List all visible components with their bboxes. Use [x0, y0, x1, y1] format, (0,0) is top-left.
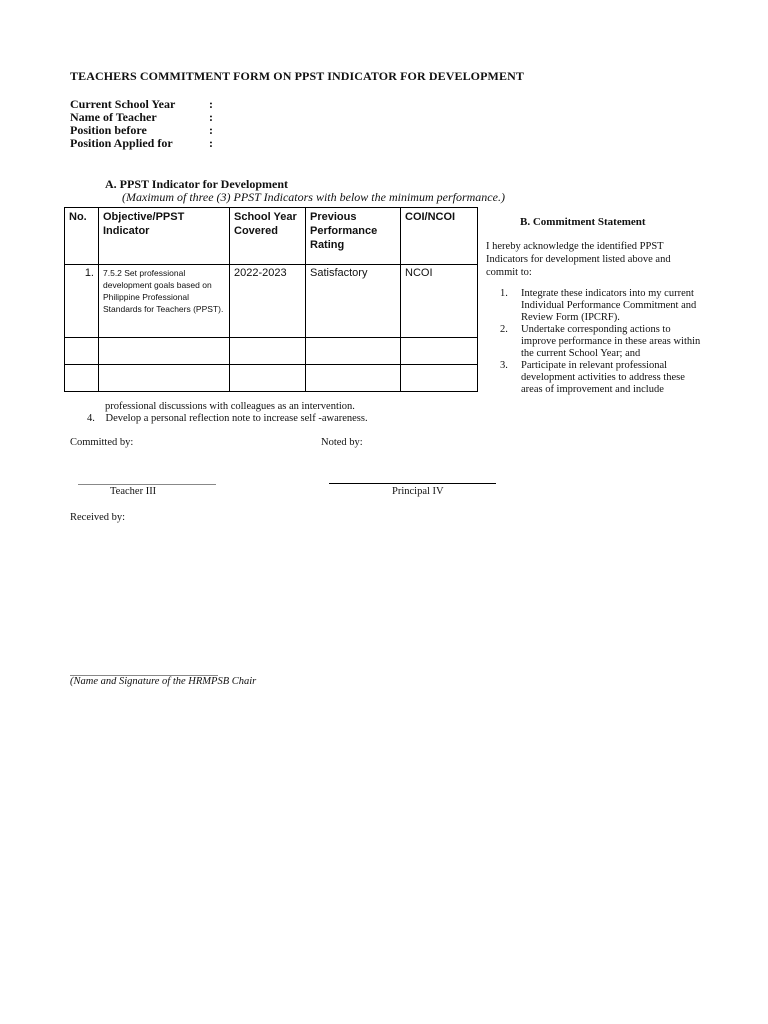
list-text: Participate in relevant professional development activities to address these areas of improvement and include: [521, 360, 685, 395]
list-item: [500, 360, 705, 396]
cell-objective: [99, 338, 230, 365]
cell-no: [65, 365, 99, 392]
list-item: [500, 288, 705, 324]
field-label: Position before: [70, 123, 147, 137]
table-header-row: [65, 208, 478, 265]
list-item: [500, 324, 705, 360]
field-label: Name of Teacher: [70, 110, 157, 124]
cell-rating: [306, 365, 401, 392]
noted-by-label: Noted by:: [321, 437, 363, 448]
principal-signature-line: [329, 483, 496, 484]
header-coi: COI/NCOI: [401, 208, 478, 265]
cell-coi: [401, 338, 478, 365]
header-objective: Objective/PPST Indicator: [99, 208, 230, 265]
section-b-heading: B. Commitment Statement: [520, 216, 646, 228]
form-title: TEACHERS COMMITMENT FORM ON PPST INDICATOR FOR DEVELOPMENT: [70, 69, 524, 83]
received-by-label: Received by:: [70, 512, 126, 523]
cell-rating: Satisfactory: [306, 265, 401, 338]
table-row: [65, 265, 478, 338]
teacher-signature-line: [78, 484, 216, 485]
cell-no: [65, 338, 99, 365]
list-text: Integrate these indicators into my current Individual Performance Commitment and Review Form (IPCRF).: [521, 288, 697, 323]
header-school-year: School Year Covered: [230, 208, 306, 265]
commitment-list: [500, 288, 705, 396]
list-number: 1.: [500, 288, 508, 299]
cell-rating: [306, 338, 401, 365]
list-continuation: professional discussions with colleagues as an intervention.: [105, 401, 355, 412]
cell-no: 1.: [65, 265, 99, 338]
table-row: [65, 365, 478, 392]
list-text: Develop a personal reflection note to increase self -awareness.: [105, 413, 368, 424]
teacher-title: Teacher III: [110, 486, 157, 497]
field-colon: :: [209, 123, 213, 137]
cell-coi: NCOI: [401, 265, 478, 338]
cell-school-year: [230, 338, 306, 365]
committed-by-label: Committed by:: [70, 437, 134, 448]
header-rating: Previous Performance Rating: [306, 208, 401, 265]
principal-title: Principal IV: [392, 486, 444, 497]
field-colon: :: [209, 97, 213, 111]
cell-objective: 7.5.2 Set professional development goals based on Philippine Professional Standards for Teachers (PPST).: [99, 265, 230, 338]
header-no: No.: [65, 208, 99, 265]
hrmpsb-caption: (Name and Signature of the HRMPSB Chair: [70, 676, 257, 687]
field-label: Position Applied for: [70, 136, 173, 150]
cell-school-year: [230, 365, 306, 392]
cell-objective: [99, 365, 230, 392]
commitment-intro: I hereby acknowledge the identified PPST Indicators for development listed above and commit to:: [486, 241, 671, 278]
list-number: 4.: [87, 413, 95, 424]
field-label: Current School Year: [70, 97, 176, 111]
table-row: [65, 338, 478, 365]
cell-school-year: 2022-2023: [230, 265, 306, 338]
section-a-heading: A. PPST Indicator for Development: [105, 177, 288, 191]
list-item: [87, 413, 368, 424]
field-colon: :: [209, 136, 213, 150]
list-number: 3.: [500, 360, 508, 371]
cell-coi: [401, 365, 478, 392]
field-colon: :: [209, 110, 213, 124]
list-text: Undertake corresponding actions to improve performance in these areas within the current School Year; and: [521, 324, 701, 359]
section-a-subheading: (Maximum of three (3) PPST Indicators with below the minimum performance.): [122, 190, 505, 204]
ppst-indicator-table: [64, 207, 478, 392]
list-number: 2.: [500, 324, 508, 335]
